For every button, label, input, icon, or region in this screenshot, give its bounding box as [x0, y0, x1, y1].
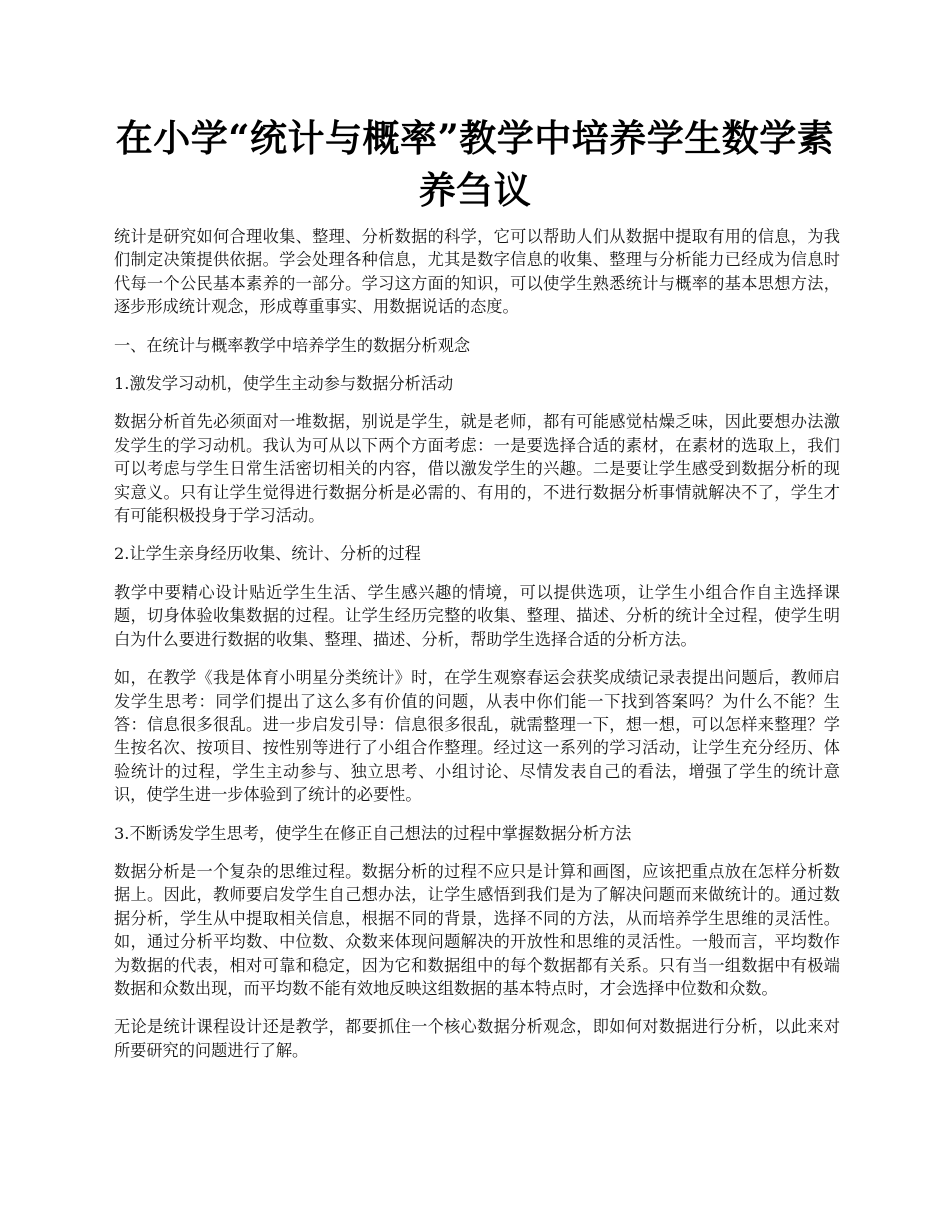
section-heading-1: 一、在统计与概率教学中培养学生的数据分析观念	[114, 335, 471, 355]
document-body	[114, 225, 840, 1077]
paragraph: 数据分析首先必须面对一堆数据，别说是学生，就是老师，都有可能感觉枯燥乏味，因此要想办法激发学生的学习动机。我认为可从以下两个方面考虑：一是要选择合适的素材，在素材的选取上，我们可以考虑与学生日常生活密切相关的内容，借以激发学生的兴趣。二是要让学生感受到数据分析的现实意义。只有让学生觉得进行数据分析是必需的、有用的，不进行数据分析事情就解决不了，学生才有可能积极投身于学习活动。	[114, 412, 840, 526]
paragraph: 教学中要精心设计贴近学生生活、学生感兴趣的情境，可以提供选项，让学生小组合作自主选择课题，切身体验收集数据的过程。让学生经历完整的收集、整理、描述、分析的统计全过程，使学生明白为什么要进行数据的收集、整理、描述、分析，帮助学生选择合适的分析方法。	[114, 582, 840, 649]
subsection-heading-3: 3.不断诱发学生思考，使学生在修正自己想法的过程中掌握数据分析方法	[114, 823, 632, 843]
subsection-heading-2: 2.让学生亲身经历收集、统计、分析的过程	[114, 544, 421, 564]
paragraph: 如，在教学《我是体育小明星分类统计》时，在学生观察春运会获奖成绩记录表提出问题后，教师启发学生思考：同学们提出了这么多有价值的问题，从表中你们能一下找到答案吗？为什么不能？生答：信息很多很乱。进一步启发引导：信息很多很乱，就需整理一下，想一想，可以怎样来整理？学生按名次、按项目、按性别等进行了小组合作整理。经过这一系列的学习活动，让学生充分经历、体验统计的过程，学生主动参与、独立思考、小组讨论、尽情发表自己的看法，增强了学生的统计意识，使学生进一步体验到了统计的必要性。	[114, 668, 840, 805]
subsection-heading-1: 1.激发学习动机，使学生主动参与数据分析活动	[114, 374, 454, 394]
paragraph: 数据分析是一个复杂的思维过程。数据分析的过程不应只是计算和画图，应该把重点放在怎样分析数据上。因此，教师要启发学生自己想办法，让学生感悟到我们是为了解决问题而来做统计的。通过数据分析，学生从中提取相关信息，根据不同的背景，选择不同的方法，从而培养学生思维的灵活性。如，通过分析平均数、中位数、众数来体现问题解决的开放性和思维的灵活性。一般而言，平均数作为数据的代表，相对可靠和稳定，因为它和数据组中的每个数据都有关系。只有当一组数据中有极端数据和众数出现，而平均数不能有效地反映这组数据的基本特点时，才会选择中位数和众数。	[114, 861, 840, 998]
paragraph: 无论是统计课程设计还是教学，都要抓住一个核心数据分析观念，即如何对数据进行分析，以此来对所要研究的问题进行了解。	[114, 1017, 840, 1060]
paragraph-intro: 统计是研究如何合理收集、整理、分析数据的科学，它可以帮助人们从数据中提取有用的信息，为我们制定决策提供依据。学会处理各种信息，尤其是数字信息的收集、整理与分析能力已经成为信息时代每一个公民基本素养的一部分。学习这方面的知识，可以使学生熟悉统计与概率的基本思想方法，逐步形成统计观念，形成尊重事实、用数据说话的态度。	[114, 227, 840, 317]
page-title: 在小学“统计与概率”教学中培养学生数学素养刍议	[115, 116, 835, 212]
